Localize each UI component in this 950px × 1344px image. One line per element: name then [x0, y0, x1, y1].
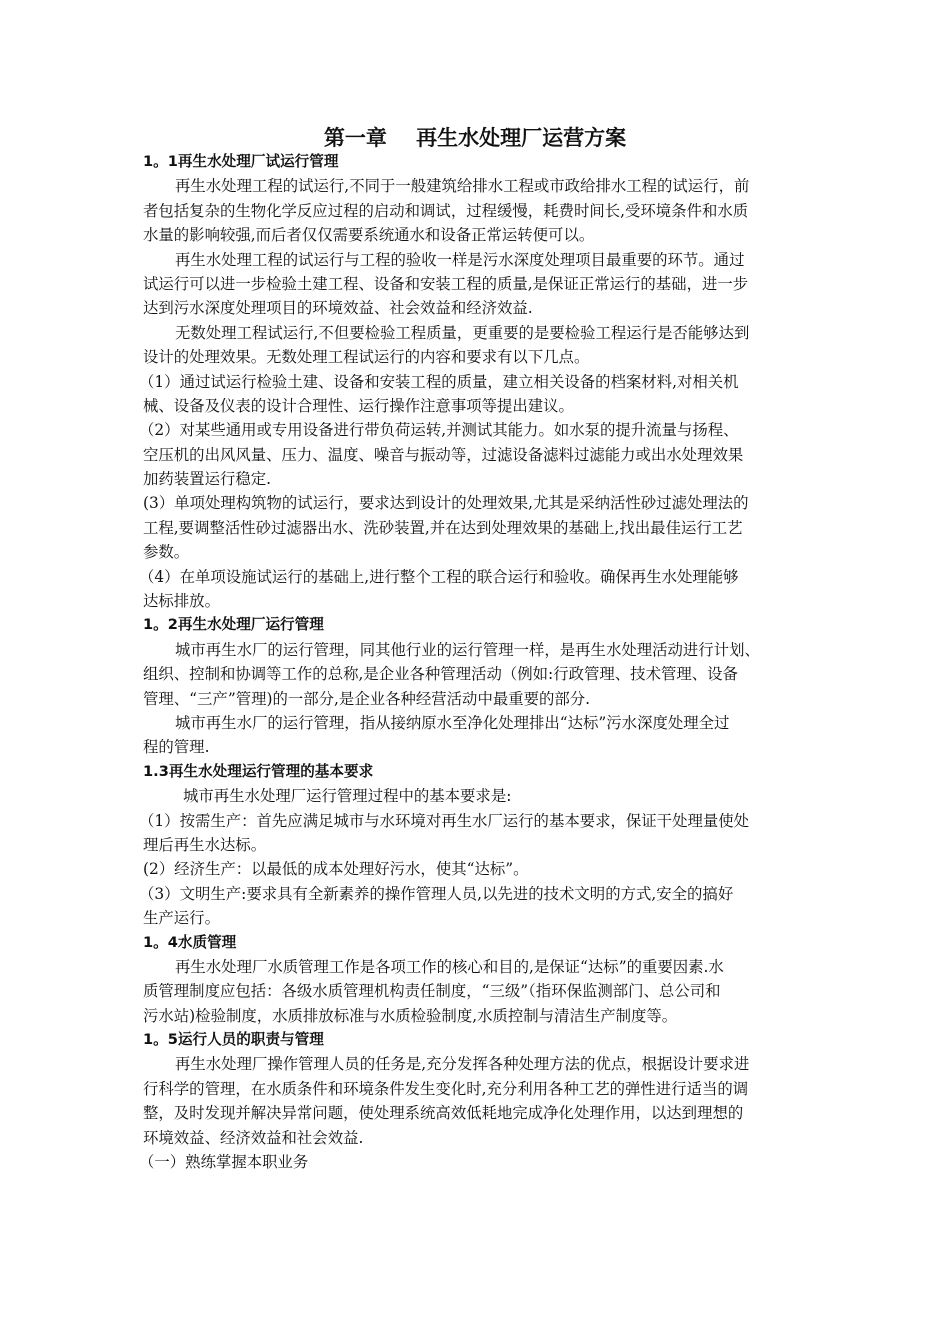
paragraph-line: 工程,要调整活性砂过滤器出水、洗砂装置,并在达到处理效果的基础上,找出最佳运行工艺: [143, 518, 743, 537]
paragraph-line: 设计的处理效果。无数处理工程试运行的内容和要求有以下几点。: [143, 348, 590, 367]
paragraph-line: 组织、控制和协调等工作的总称,是企业各种管理活动（例如:行政管理、技术管理、设备: [143, 665, 738, 684]
paragraph-line: 参数。: [143, 543, 190, 562]
section-heading: 1。5运行人员的职责与管理: [143, 1031, 324, 1049]
paragraph-line: 再生水处理工程的试运行与工程的验收一样是污水深度处理项目最重要的环节。通过: [175, 250, 745, 269]
paragraph-line: 城市再生水厂的运行管理，指从接纳原水至净化处理排出“达标”污水深度处理全过: [175, 713, 730, 732]
paragraph-line: 者包括复杂的生物化学反应过程的启动和调试，过程缓慢，耗费时间长,受环境条件和水质: [143, 201, 749, 220]
paragraph-line: 达到污水深度处理项目的环境效益、社会效益和经济效益.: [143, 299, 533, 318]
paragraph-line: （一）熟练掌握本职业务: [139, 1153, 309, 1172]
paragraph-line: 械、设备及仪表的设计合理性、运行操作注意事项等提出建议。: [143, 396, 574, 415]
paragraph-line: 质管理制度应包括：各级水质管理机构责任制度，“三级”（指环保监测部门、总公司和: [143, 982, 721, 1001]
paragraph-line: （3）文明生产:要求具有全新素养的操作管理人员,以先进的技术文明的方式,安全的搞好: [139, 884, 734, 903]
paragraph-line: 环境效益、经济效益和社会效益.: [143, 1128, 364, 1147]
paragraph-line: （4）在单项设施试运行的基础上,进行整个工程的联合运行和验收。确保再生水处理能够: [139, 567, 739, 586]
paragraph-line: （2）对某些通用或专用设备进行带负荷运转,并测试其能力。如水泵的提升流量与扬程、: [139, 421, 739, 440]
paragraph-line: 生产运行。: [143, 909, 220, 928]
paragraph-line: 再生水处理工程的试运行,不同于一般建筑给排水工程或市政给排水工程的试运行，前: [175, 177, 750, 196]
section-heading: 1。4水质管理: [143, 933, 237, 951]
paragraph-line: 再生水处理厂水质管理工作是各项工作的核心和目的,是保证“达标”的重要因素.水: [175, 957, 724, 976]
paragraph-line: 理后再生水达标。: [143, 835, 267, 854]
paragraph-line: 加药装置运行稳定.: [143, 470, 272, 489]
paragraph-line: 管理、“三产”管理)的一部分,是企业各种经营活动中最重要的部分.: [143, 689, 591, 708]
paragraph-line: 整，及时发现并解决异常问题，使处理系统高效低耗地完成净化处理作用，以达到理想的: [143, 1104, 744, 1123]
paragraph-line: 污水站)检验制度，水质排放标准与水质检验制度,水质控制与清洁生产制度等。: [143, 1006, 678, 1025]
paragraph-line: 再生水处理厂操作管理人员的任务是,充分发挥各种处理方法的优点，根据设计要求进: [175, 1055, 750, 1074]
paragraph-line: 空压机的出风风量、压力、温度、噪音与振动等，过滤设备滤料过滤能力或出水处理效果: [143, 445, 744, 464]
paragraph-line: 城市再生水厂的运行管理，同其他行业的运行管理一样，是再生水处理活动进行计划、: [175, 640, 760, 659]
paragraph-line: 行科学的管理，在水质条件和环境条件发生变化时,充分利用各种工艺的弹性进行适当的调: [143, 1079, 749, 1098]
paragraph-line: 达标排放。: [143, 592, 220, 611]
paragraph-line: （1）按需生产：首先应满足城市与水环境对再生水厂运行的基本要求，保证干处理量使处: [139, 811, 750, 830]
paragraph-line: 无数处理工程试运行,不但要检验工程质量，更重要的是要检验工程运行是否能够达到: [175, 323, 750, 342]
paragraph-line: (2）经济生产：以最低的成本处理好污水，使其“达标”。: [143, 860, 529, 879]
chapter-title: 第一章 再生水处理厂运营方案: [323, 126, 627, 150]
paragraph-line: 试运行可以进一步检验土建工程、设备和安装工程的质量,是保证正常运行的基础，进一步: [143, 274, 749, 293]
document-body: [139, 150, 818, 1174]
paragraph-line: 水量的影响较强,而后者仅仅需要系统通水和设备正常运转便可以。: [143, 226, 595, 245]
section-heading: 1.3再生水处理运行管理的基本要求: [143, 762, 374, 780]
paragraph-line: （1）通过试运行检验土建、设备和安装工程的质量，建立相关设备的档案材料,对相关机: [139, 372, 739, 391]
paragraph-line: 城市再生水处理厂运行管理过程中的基本要求是:: [183, 787, 512, 806]
section-heading: 1。1再生水处理厂试运行管理: [143, 153, 339, 170]
paragraph-line: 程的管理.: [143, 738, 210, 757]
section-heading: 1。2再生水处理厂运行管理: [143, 616, 324, 634]
paragraph-line: (3）单项处理构筑物的试运行，要求达到设计的处理效果,尤其是采纳活性砂过滤处理法的: [143, 494, 749, 513]
